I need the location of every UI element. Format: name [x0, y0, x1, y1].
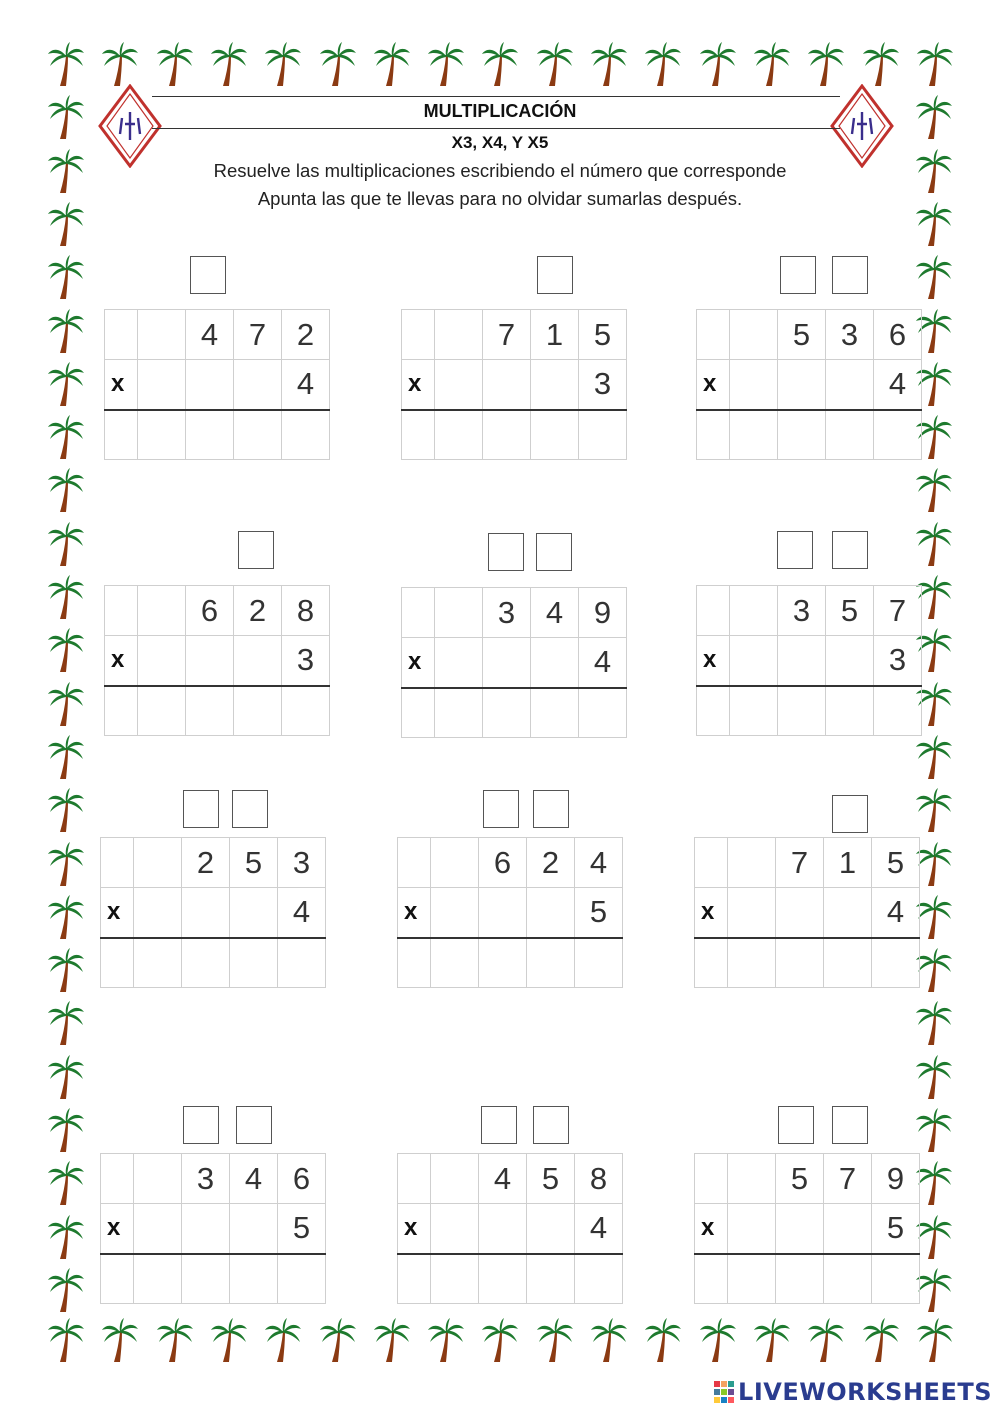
answer-input-cell[interactable]: [230, 1254, 278, 1304]
answer-input-cell[interactable]: [697, 686, 730, 736]
multiplicand-digit: 9: [579, 588, 627, 638]
answer-input-cell[interactable]: [826, 686, 874, 736]
palm-tree-icon: [589, 1318, 629, 1364]
palm-tree-icon: [46, 575, 86, 621]
palm-tree-icon: [535, 42, 575, 88]
answer-input-cell[interactable]: [282, 410, 330, 460]
empty-cell: [697, 310, 730, 360]
palm-tree-icon: [263, 1318, 303, 1364]
palm-tree-icon: [46, 1001, 86, 1047]
answer-input-cell[interactable]: [105, 410, 138, 460]
answer-input-cell[interactable]: [527, 938, 575, 988]
empty-cell: [105, 310, 138, 360]
multiplier-digit: 4: [874, 360, 922, 410]
carry-input-box[interactable]: [780, 256, 816, 294]
answer-input-cell[interactable]: [134, 1254, 182, 1304]
answer-input-cell[interactable]: [527, 1254, 575, 1304]
palm-tree-icon: [480, 42, 520, 88]
carry-input-box[interactable]: [537, 256, 573, 294]
palm-tree-icon: [46, 42, 86, 88]
empty-cell: [105, 586, 138, 636]
palm-tree-icon: [372, 1318, 412, 1364]
multiplicand-digit: 7: [874, 586, 922, 636]
palm-tree-icon: [46, 788, 86, 834]
empty-cell: [778, 636, 826, 686]
multiplicand-digit: 4: [479, 1154, 527, 1204]
palm-tree-icon: [263, 42, 303, 88]
multiplier-digit: 3: [874, 636, 922, 686]
multiply-sign: x: [402, 360, 435, 410]
answer-input-cell[interactable]: [234, 686, 282, 736]
carry-input-box[interactable]: [190, 256, 226, 294]
answer-input-cell[interactable]: [776, 938, 824, 988]
palm-tree-icon: [806, 42, 846, 88]
multiplicand-digit: 7: [483, 310, 531, 360]
answer-input-cell[interactable]: [435, 410, 483, 460]
answer-input-cell[interactable]: [579, 688, 627, 738]
palm-tree-icon: [46, 628, 86, 674]
multiply-sign: x: [402, 638, 435, 688]
palm-tree-icon: [589, 42, 629, 88]
empty-cell: [695, 838, 728, 888]
answer-input-cell[interactable]: [483, 688, 531, 738]
palm-tree-icon: [46, 468, 86, 514]
answer-input-cell[interactable]: [695, 1254, 728, 1304]
answer-input-cell[interactable]: [278, 1254, 326, 1304]
carry-input-box[interactable]: [832, 256, 868, 294]
answer-input-cell[interactable]: [824, 938, 872, 988]
multiplier-digit: 5: [575, 888, 623, 938]
palm-tree-icon: [46, 842, 86, 888]
answer-input-cell[interactable]: [531, 410, 579, 460]
palm-tree-icon: [46, 735, 86, 781]
palm-tree-icon: [155, 1318, 195, 1364]
palm-tree-icon: [318, 42, 358, 88]
palm-tree-icon: [46, 1215, 86, 1261]
answer-input-cell[interactable]: [134, 938, 182, 988]
answer-input-cell[interactable]: [872, 1254, 920, 1304]
empty-cell: [730, 586, 778, 636]
multiplicand-digit: 4: [186, 310, 234, 360]
answer-input-cell[interactable]: [182, 1254, 230, 1304]
empty-cell: [728, 1154, 776, 1204]
empty-cell: [186, 360, 234, 410]
empty-cell: [728, 1204, 776, 1254]
multiplication-grid: [100, 837, 326, 988]
empty-cell: [138, 310, 186, 360]
answer-input-cell[interactable]: [778, 686, 826, 736]
answer-input-cell[interactable]: [105, 686, 138, 736]
carry-input-box[interactable]: [183, 790, 219, 828]
multiplication-grid: [694, 837, 920, 988]
answer-input-cell[interactable]: [138, 686, 186, 736]
empty-cell: [431, 1154, 479, 1204]
empty-cell: [402, 588, 435, 638]
multiplication-grid: [401, 587, 627, 738]
multiply-sign: x: [398, 1204, 431, 1254]
empty-cell: [435, 360, 483, 410]
palm-tree-icon: [46, 415, 86, 461]
palm-tree-icon: [698, 1318, 738, 1364]
empty-cell: [435, 310, 483, 360]
answer-input-cell[interactable]: [728, 938, 776, 988]
answer-input-cell[interactable]: [874, 410, 922, 460]
multiplier-digit: 5: [278, 1204, 326, 1254]
multiplicand-digit: 6: [874, 310, 922, 360]
palm-tree-icon: [46, 362, 86, 408]
palm-tree-icon: [914, 1215, 954, 1261]
empty-cell: [234, 636, 282, 686]
answer-input-cell[interactable]: [278, 938, 326, 988]
multiplicand-digit: 1: [531, 310, 579, 360]
empty-cell: [826, 636, 874, 686]
multiplicand-digit: 2: [234, 586, 282, 636]
palm-tree-icon: [914, 842, 954, 888]
palm-tree-icon: [914, 255, 954, 301]
palm-tree-icon: [752, 1318, 792, 1364]
palm-tree-icon: [643, 42, 683, 88]
palm-tree-icon: [914, 1161, 954, 1207]
carry-input-box[interactable]: [533, 790, 569, 828]
answer-input-cell[interactable]: [730, 686, 778, 736]
answer-input-cell[interactable]: [101, 938, 134, 988]
multiplicand-digit: 4: [230, 1154, 278, 1204]
answer-input-cell[interactable]: [728, 1254, 776, 1304]
empty-cell: [435, 588, 483, 638]
answer-input-cell[interactable]: [826, 410, 874, 460]
empty-cell: [134, 1204, 182, 1254]
answer-input-cell[interactable]: [398, 938, 431, 988]
empty-cell: [776, 888, 824, 938]
empty-cell: [695, 1154, 728, 1204]
empty-cell: [697, 586, 730, 636]
palm-tree-icon: [480, 1318, 520, 1364]
empty-cell: [527, 1204, 575, 1254]
empty-cell: [182, 888, 230, 938]
multiplier-digit: 3: [282, 636, 330, 686]
empty-cell: [531, 360, 579, 410]
multiplicand-digit: 3: [778, 586, 826, 636]
multiply-sign: x: [697, 360, 730, 410]
answer-input-cell[interactable]: [431, 938, 479, 988]
multiplicand-digit: 5: [579, 310, 627, 360]
brand-name: LIVEWORKSHEETS: [738, 1378, 992, 1406]
answer-input-cell[interactable]: [479, 1254, 527, 1304]
palm-tree-icon: [318, 1318, 358, 1364]
answer-input-cell[interactable]: [872, 938, 920, 988]
empty-cell: [824, 888, 872, 938]
carry-input-box[interactable]: [832, 795, 868, 833]
answer-input-cell[interactable]: [398, 1254, 431, 1304]
empty-cell: [431, 1204, 479, 1254]
palm-tree-icon: [914, 788, 954, 834]
palm-tree-icon: [914, 1268, 954, 1314]
multiply-sign: x: [695, 1204, 728, 1254]
instruction-line-1: Resuelve las multiplicaciones escribiendo el número que corresponde: [213, 160, 787, 181]
multiplicand-digit: 5: [872, 838, 920, 888]
empty-cell: [230, 888, 278, 938]
empty-cell: [728, 888, 776, 938]
multiplicand-digit: 5: [230, 838, 278, 888]
palm-tree-icon: [46, 1318, 86, 1364]
palm-tree-icon: [46, 522, 86, 568]
palm-tree-icon: [914, 1055, 954, 1101]
empty-cell: [134, 838, 182, 888]
multiplicand-digit: 2: [182, 838, 230, 888]
answer-input-cell[interactable]: [282, 686, 330, 736]
multiplicand-digit: 2: [282, 310, 330, 360]
header-rule-bottom: [152, 128, 840, 129]
carry-input-box[interactable]: [483, 790, 519, 828]
answer-input-cell[interactable]: [230, 938, 278, 988]
multiplicand-digit: 6: [186, 586, 234, 636]
empty-cell: [134, 888, 182, 938]
empty-cell: [134, 1154, 182, 1204]
multiply-sign: x: [101, 1204, 134, 1254]
palm-tree-icon: [209, 1318, 249, 1364]
answer-input-cell[interactable]: [483, 410, 531, 460]
palm-tree-icon: [914, 735, 954, 781]
multiply-sign: x: [105, 360, 138, 410]
carry-input-box[interactable]: [236, 1106, 272, 1144]
answer-input-cell[interactable]: [778, 410, 826, 460]
palm-tree-icon: [209, 42, 249, 88]
palm-tree-icon: [861, 1318, 901, 1364]
palm-tree-icon: [861, 42, 901, 88]
palm-tree-icon: [426, 1318, 466, 1364]
palm-tree-icon: [46, 895, 86, 941]
answer-input-cell[interactable]: [402, 410, 435, 460]
palm-tree-icon: [426, 42, 466, 88]
palm-tree-icon: [914, 1001, 954, 1047]
answer-input-cell[interactable]: [575, 938, 623, 988]
empty-cell: [730, 310, 778, 360]
empty-cell: [483, 360, 531, 410]
palm-tree-icon: [46, 309, 86, 355]
empty-cell: [824, 1204, 872, 1254]
answer-input-cell[interactable]: [234, 410, 282, 460]
empty-cell: [826, 360, 874, 410]
carry-input-box[interactable]: [488, 533, 524, 571]
palm-tree-icon: [46, 255, 86, 301]
palm-tree-icon: [46, 1161, 86, 1207]
multiplication-grid: [696, 585, 922, 736]
empty-cell: [431, 888, 479, 938]
empty-cell: [483, 638, 531, 688]
answer-input-cell[interactable]: [730, 410, 778, 460]
instruction-line-2: Apunta las que te llevas para no olvidar sumarlas después.: [257, 188, 743, 209]
answer-input-cell[interactable]: [479, 938, 527, 988]
worksheet-subtitle: X3, X4, Y X5: [451, 133, 549, 152]
answer-input-cell[interactable]: [402, 688, 435, 738]
carry-input-box[interactable]: [778, 1106, 814, 1144]
palm-tree-icon: [46, 1268, 86, 1314]
worksheet-title: MULTIPLICACIÓN: [423, 101, 577, 121]
multiplication-grid: [401, 309, 627, 460]
carry-input-box[interactable]: [238, 531, 274, 569]
multiplicand-digit: 1: [824, 838, 872, 888]
palm-tree-icon: [46, 682, 86, 728]
empty-cell: [730, 360, 778, 410]
empty-cell: [138, 586, 186, 636]
multiplier-digit: 3: [579, 360, 627, 410]
empty-cell: [402, 310, 435, 360]
answer-input-cell[interactable]: [101, 1254, 134, 1304]
carry-input-box[interactable]: [183, 1106, 219, 1144]
palm-tree-icon: [915, 1318, 955, 1364]
answer-input-cell[interactable]: [776, 1254, 824, 1304]
palm-tree-icon: [155, 42, 195, 88]
answer-input-cell[interactable]: [186, 686, 234, 736]
answer-input-cell[interactable]: [575, 1254, 623, 1304]
multiplicand-digit: 8: [575, 1154, 623, 1204]
multiplicand-digit: 9: [872, 1154, 920, 1204]
empty-cell: [730, 636, 778, 686]
multiplicand-digit: 3: [182, 1154, 230, 1204]
multiplicand-digit: 6: [278, 1154, 326, 1204]
palm-tree-icon: [914, 1108, 954, 1154]
multiplier-digit: 5: [872, 1204, 920, 1254]
multiplier-digit: 4: [579, 638, 627, 688]
empty-cell: [398, 1154, 431, 1204]
answer-input-cell[interactable]: [824, 1254, 872, 1304]
palm-tree-icon: [915, 42, 955, 88]
multiplication-grid: [104, 309, 330, 460]
empty-cell: [234, 360, 282, 410]
empty-cell: [479, 888, 527, 938]
empty-cell: [527, 888, 575, 938]
multiplicand-digit: 6: [479, 838, 527, 888]
carry-input-box[interactable]: [832, 531, 868, 569]
multiplicand-digit: 7: [234, 310, 282, 360]
empty-cell: [138, 636, 186, 686]
empty-cell: [431, 838, 479, 888]
multiplicand-digit: 8: [282, 586, 330, 636]
multiplicand-digit: 3: [278, 838, 326, 888]
answer-input-cell[interactable]: [579, 410, 627, 460]
multiplicand-digit: 5: [527, 1154, 575, 1204]
empty-cell: [479, 1204, 527, 1254]
empty-cell: [778, 360, 826, 410]
multiplication-grid: [397, 837, 623, 988]
empty-cell: [101, 1154, 134, 1204]
empty-cell: [531, 638, 579, 688]
palm-tree-icon: [698, 42, 738, 88]
multiplicand-digit: 3: [483, 588, 531, 638]
multiplier-digit: 4: [575, 1204, 623, 1254]
empty-cell: [138, 360, 186, 410]
answer-input-cell[interactable]: [695, 938, 728, 988]
carry-input-box[interactable]: [533, 1106, 569, 1144]
multiplicand-digit: 7: [824, 1154, 872, 1204]
multiplication-grid: [694, 1153, 920, 1304]
multiplicand-digit: 4: [575, 838, 623, 888]
multiplier-digit: 4: [278, 888, 326, 938]
multiplier-digit: 4: [282, 360, 330, 410]
carry-input-box[interactable]: [777, 531, 813, 569]
answer-input-cell[interactable]: [697, 410, 730, 460]
multiplication-grid: [104, 585, 330, 736]
answer-input-cell[interactable]: [531, 688, 579, 738]
multiplier-digit: 4: [872, 888, 920, 938]
multiplicand-digit: 4: [531, 588, 579, 638]
palm-tree-icon: [752, 42, 792, 88]
palm-tree-icon: [372, 42, 412, 88]
multiply-sign: x: [101, 888, 134, 938]
multiplicand-digit: 3: [826, 310, 874, 360]
answer-input-cell[interactable]: [431, 1254, 479, 1304]
palm-tree-icon: [914, 522, 954, 568]
carry-input-box[interactable]: [481, 1106, 517, 1144]
header-rule-top: [152, 96, 840, 97]
palm-tree-icon: [100, 1318, 140, 1364]
answer-input-cell[interactable]: [435, 688, 483, 738]
multiply-sign: x: [697, 636, 730, 686]
answer-input-cell[interactable]: [138, 410, 186, 460]
empty-cell: [230, 1204, 278, 1254]
multiplication-grid: [100, 1153, 326, 1304]
empty-cell: [435, 638, 483, 688]
palm-tree-icon: [806, 1318, 846, 1364]
carry-input-box[interactable]: [232, 790, 268, 828]
palm-tree-icon: [643, 1318, 683, 1364]
liveworksheets-logo-icon: [713, 1379, 735, 1405]
palm-tree-icon: [535, 1318, 575, 1364]
multiplication-grid: [397, 1153, 623, 1304]
answer-input-cell[interactable]: [182, 938, 230, 988]
palm-tree-icon: [100, 42, 140, 88]
multiply-sign: x: [398, 888, 431, 938]
empty-cell: [776, 1204, 824, 1254]
multiplicand-digit: 7: [776, 838, 824, 888]
palm-tree-icon: [46, 948, 86, 994]
answer-input-cell[interactable]: [186, 410, 234, 460]
palm-tree-icon: [46, 1055, 86, 1101]
empty-cell: [182, 1204, 230, 1254]
empty-cell: [101, 838, 134, 888]
multiplicand-digit: 5: [826, 586, 874, 636]
liveworksheets-brand: [713, 1375, 992, 1409]
answer-input-cell[interactable]: [874, 686, 922, 736]
palm-tree-icon: [914, 948, 954, 994]
empty-cell: [398, 838, 431, 888]
empty-cell: [728, 838, 776, 888]
multiply-sign: x: [695, 888, 728, 938]
multiplicand-digit: 5: [776, 1154, 824, 1204]
palm-tree-icon: [914, 468, 954, 514]
palm-tree-icon: [914, 895, 954, 941]
multiply-sign: x: [105, 636, 138, 686]
carry-input-box[interactable]: [832, 1106, 868, 1144]
palm-tree-icon: [46, 1108, 86, 1154]
carry-input-box[interactable]: [536, 533, 572, 571]
empty-cell: [186, 636, 234, 686]
multiplicand-digit: 2: [527, 838, 575, 888]
multiplicand-digit: 5: [778, 310, 826, 360]
multiplication-grid: [696, 309, 922, 460]
